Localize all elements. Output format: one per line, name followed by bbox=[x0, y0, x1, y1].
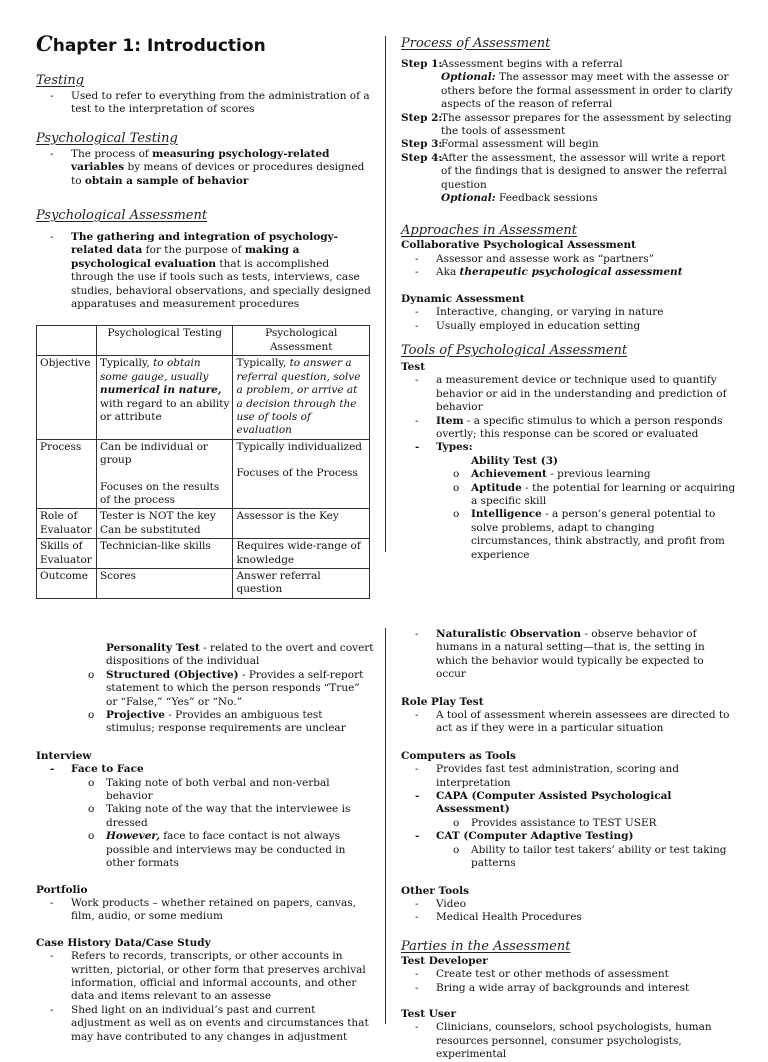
top-left-column bbox=[36, 31, 374, 599]
table-cell: Can be individual or group Focuses on the results of the process bbox=[96, 439, 232, 509]
step-4: Step 4: After the assessment, the assessor will write a report of the findings that is designed to answer the referral question bbox=[401, 151, 727, 191]
table-row bbox=[37, 568, 370, 598]
case-history-list bbox=[36, 950, 374, 1044]
portfolio-list bbox=[36, 897, 374, 924]
list-item: - Aka therapeutic psychological assessment bbox=[401, 266, 736, 279]
capa-list bbox=[453, 817, 736, 830]
table-cell: Typically, to answer a referral question, solve a problem, or arrive at a decision through the use of tools of evaluation bbox=[233, 356, 370, 439]
list-item: o Projective - Provides an ambiguous test stimulus; response requirements are unclear bbox=[88, 709, 374, 736]
collaborative-label: Collaborative Psychological Assessment bbox=[401, 239, 636, 252]
interview-list bbox=[36, 763, 374, 776]
row-label: Process bbox=[37, 439, 97, 509]
table-row bbox=[37, 356, 370, 439]
table-row bbox=[37, 326, 370, 356]
table-cell: Typically, to obtain some gauge, usually numerical in nature, with regard to an ability or attribute bbox=[96, 356, 232, 439]
section-heading-tools: Tools of Psychological Assessment bbox=[401, 342, 628, 358]
row-label: Role of Evaluator bbox=[37, 509, 97, 539]
cat-sub-list bbox=[453, 844, 736, 871]
table-row bbox=[37, 439, 370, 509]
list-item: - Create test or other methods of assessment bbox=[401, 968, 736, 981]
list-item: o Aptitude - the potential for learning or acquiring a specific skill bbox=[453, 482, 736, 509]
computers-label: Computers as Tools bbox=[401, 749, 516, 762]
dynamic-label: Dynamic Assessment bbox=[401, 292, 525, 305]
list-item: - The process of measuring psychology-related variables by means of devices or procedures designed to obtain a sample of behavior bbox=[36, 148, 374, 188]
bottom-left-column bbox=[36, 642, 374, 1044]
process-steps bbox=[401, 58, 736, 205]
step-1: Step 1: Assessment begins with a referral bbox=[401, 58, 623, 70]
table-header: Psychological Assessment bbox=[233, 326, 370, 356]
computers-list bbox=[401, 763, 736, 817]
list-item: - CAT (Computer Adaptive Testing) bbox=[401, 830, 736, 843]
table-header: Psychological Testing bbox=[96, 326, 232, 356]
list-item: o Taking note of both verbal and non-verbal behavior bbox=[88, 777, 374, 804]
table-cell: Tester is NOT the key Can be substituted bbox=[96, 509, 232, 539]
test-user-list bbox=[401, 1021, 736, 1061]
list-item: - The gathering and integration of psychology-related data for the purpose of making a psychological evaluation that is accomplished through the use if tools such as tests, interviews, case studies, behavioral observations, and specially designed apparatuses and measurement procedures bbox=[36, 231, 374, 311]
role-play-label: Role Play Test bbox=[401, 695, 484, 708]
step-3: Step 3: Formal assessment will begin bbox=[401, 138, 599, 151]
personality-list bbox=[88, 669, 374, 736]
section-heading-psych-testing: Psychological Testing bbox=[36, 130, 178, 146]
interview-label: Interview bbox=[36, 749, 92, 762]
list-item: - Provides fast test administration, scoring and interpretation bbox=[401, 763, 736, 790]
list-item: - Interactive, changing, or varying in nature bbox=[401, 306, 736, 319]
list-item: - Shed light on an individual’s past and current adjustment as well as on events and circumstances that may have contributed to any changes in adjustment bbox=[36, 1004, 374, 1044]
list-item: - a measurement device or technique used to quantify behavior or aid in the understanding and prediction of behavior bbox=[401, 374, 736, 414]
table-cell: Technician-like skills bbox=[96, 539, 232, 569]
table-cell: Assessor is the Key bbox=[233, 509, 370, 539]
list-item: - Usually employed in education setting bbox=[401, 320, 736, 333]
list-item: - Used to refer to everything from the administration of a test to the interpretation of scores bbox=[36, 90, 374, 117]
comparison-table bbox=[36, 325, 370, 598]
test-developer-label: Test Developer bbox=[401, 954, 488, 967]
test-developer-list bbox=[401, 968, 736, 995]
row-label: Objective bbox=[37, 356, 97, 439]
top-right-column bbox=[401, 36, 736, 562]
table-cell: Typically individualized Focuses of the Process bbox=[233, 439, 370, 509]
table-row bbox=[37, 539, 370, 569]
personality-test: Personality Test - related to the overt and covert dispositions of the individual bbox=[106, 642, 374, 668]
list-item: - CAPA (Computer Assisted Psychological Assessment) bbox=[401, 790, 736, 817]
list-item: o Provides assistance to TEST USER bbox=[453, 817, 736, 830]
table-cell: Scores bbox=[96, 568, 232, 598]
list-item: o Achievement - previous learning bbox=[453, 468, 736, 481]
list-item: o However, face to face contact is not always possible and interviews may be conducted in other formats bbox=[88, 830, 374, 870]
other-tools-list bbox=[401, 898, 736, 925]
list-item: o Structured (Objective) - Provides a self-report statement to which the person responds “True” or “False,” “Yes” or “No.” bbox=[88, 669, 374, 709]
row-label: Skills of Evaluator bbox=[37, 539, 97, 569]
psych-assessment-list bbox=[36, 231, 374, 311]
bottom-right-column bbox=[401, 628, 736, 1062]
list-item: - Face to Face bbox=[36, 763, 374, 776]
column-divider-bottom bbox=[385, 628, 386, 1024]
test-list bbox=[401, 374, 736, 454]
testing-list bbox=[36, 90, 374, 117]
column-divider-top bbox=[385, 36, 386, 552]
list-item: o Ability to tailor test takers’ ability or test taking patterns bbox=[453, 844, 736, 871]
list-item: - Types: bbox=[401, 441, 736, 454]
list-item: o Taking note of the way that the interviewee is dressed bbox=[88, 803, 374, 830]
psych-testing-list bbox=[36, 148, 374, 188]
test-label: Test bbox=[401, 360, 426, 373]
table-cell: Answer referral question bbox=[233, 568, 370, 598]
section-heading-parties: Parties in the Assessment bbox=[401, 938, 571, 954]
portfolio-label: Portfolio bbox=[36, 883, 88, 896]
ability-test-label: Ability Test (3) bbox=[471, 454, 559, 467]
list-item: - Medical Health Procedures bbox=[401, 911, 736, 924]
case-history-label: Case History Data/Case Study bbox=[36, 936, 211, 949]
face-to-face-list bbox=[88, 777, 374, 871]
naturalistic-list bbox=[401, 628, 736, 682]
list-item: o Intelligence - a person’s general potential to solve problems, adapt to changing circumstances, think abstractly, and profit from experience bbox=[453, 508, 736, 562]
list-item: - Item - a specific stimulus to which a person responds overtly; this response can be scored or evaluated bbox=[401, 415, 736, 442]
step-4-optional: Optional: Feedback sessions bbox=[441, 192, 598, 205]
collaborative-list bbox=[401, 253, 736, 280]
role-play-list bbox=[401, 709, 736, 736]
list-item: - Work products – whether retained on papers, canvas, film, audio, or some medium bbox=[36, 897, 374, 924]
list-item: - Video bbox=[401, 898, 736, 911]
row-label: Outcome bbox=[37, 568, 97, 598]
test-user-label: Test User bbox=[401, 1007, 456, 1020]
list-item: - Clinicians, counselors, school psychologists, human resources personnel, consumer psychologists, experimental bbox=[401, 1021, 736, 1061]
section-heading-testing: Testing bbox=[36, 73, 85, 88]
ability-list bbox=[453, 468, 736, 562]
step-1-optional: Optional: The assessor may meet with the assesse or others before the formal assessment in order to clarify aspects of the reason of referral bbox=[441, 71, 733, 111]
section-heading-process: Process of Assessment bbox=[401, 36, 551, 51]
chapter-title: Chapter 1: Introduction bbox=[36, 31, 266, 56]
cat-list bbox=[401, 830, 736, 843]
list-item: - Refers to records, transcripts, or other accounts in written, pictorial, or other form that preserves archival information, official and informal accounts, and other data and items relevant to an assesse bbox=[36, 950, 374, 1004]
list-item: - A tool of assessment wherein assessees are directed to act as if they were in a particular situation bbox=[401, 709, 736, 736]
section-heading-psych-assessment: Psychological Assessment bbox=[36, 208, 208, 224]
section-heading-approaches: Approaches in Assessment bbox=[401, 223, 578, 239]
dynamic-list bbox=[401, 306, 736, 333]
table-cell: Requires wide-range of knowledge bbox=[233, 539, 370, 569]
other-tools-label: Other Tools bbox=[401, 884, 470, 897]
table-row bbox=[37, 509, 370, 539]
step-2: Step 2: The assessor prepares for the assessment by selecting the tools of assessment bbox=[401, 111, 732, 138]
table-header-empty bbox=[37, 326, 97, 356]
list-item: - Naturalistic Observation - observe behavior of humans in a natural setting—that is, the setting in which the behavior would typically be expected to occur bbox=[401, 628, 736, 682]
list-item: - Bring a wide array of backgrounds and interest bbox=[401, 982, 736, 995]
list-item: - Assessor and assesse work as “partners” bbox=[401, 253, 736, 266]
